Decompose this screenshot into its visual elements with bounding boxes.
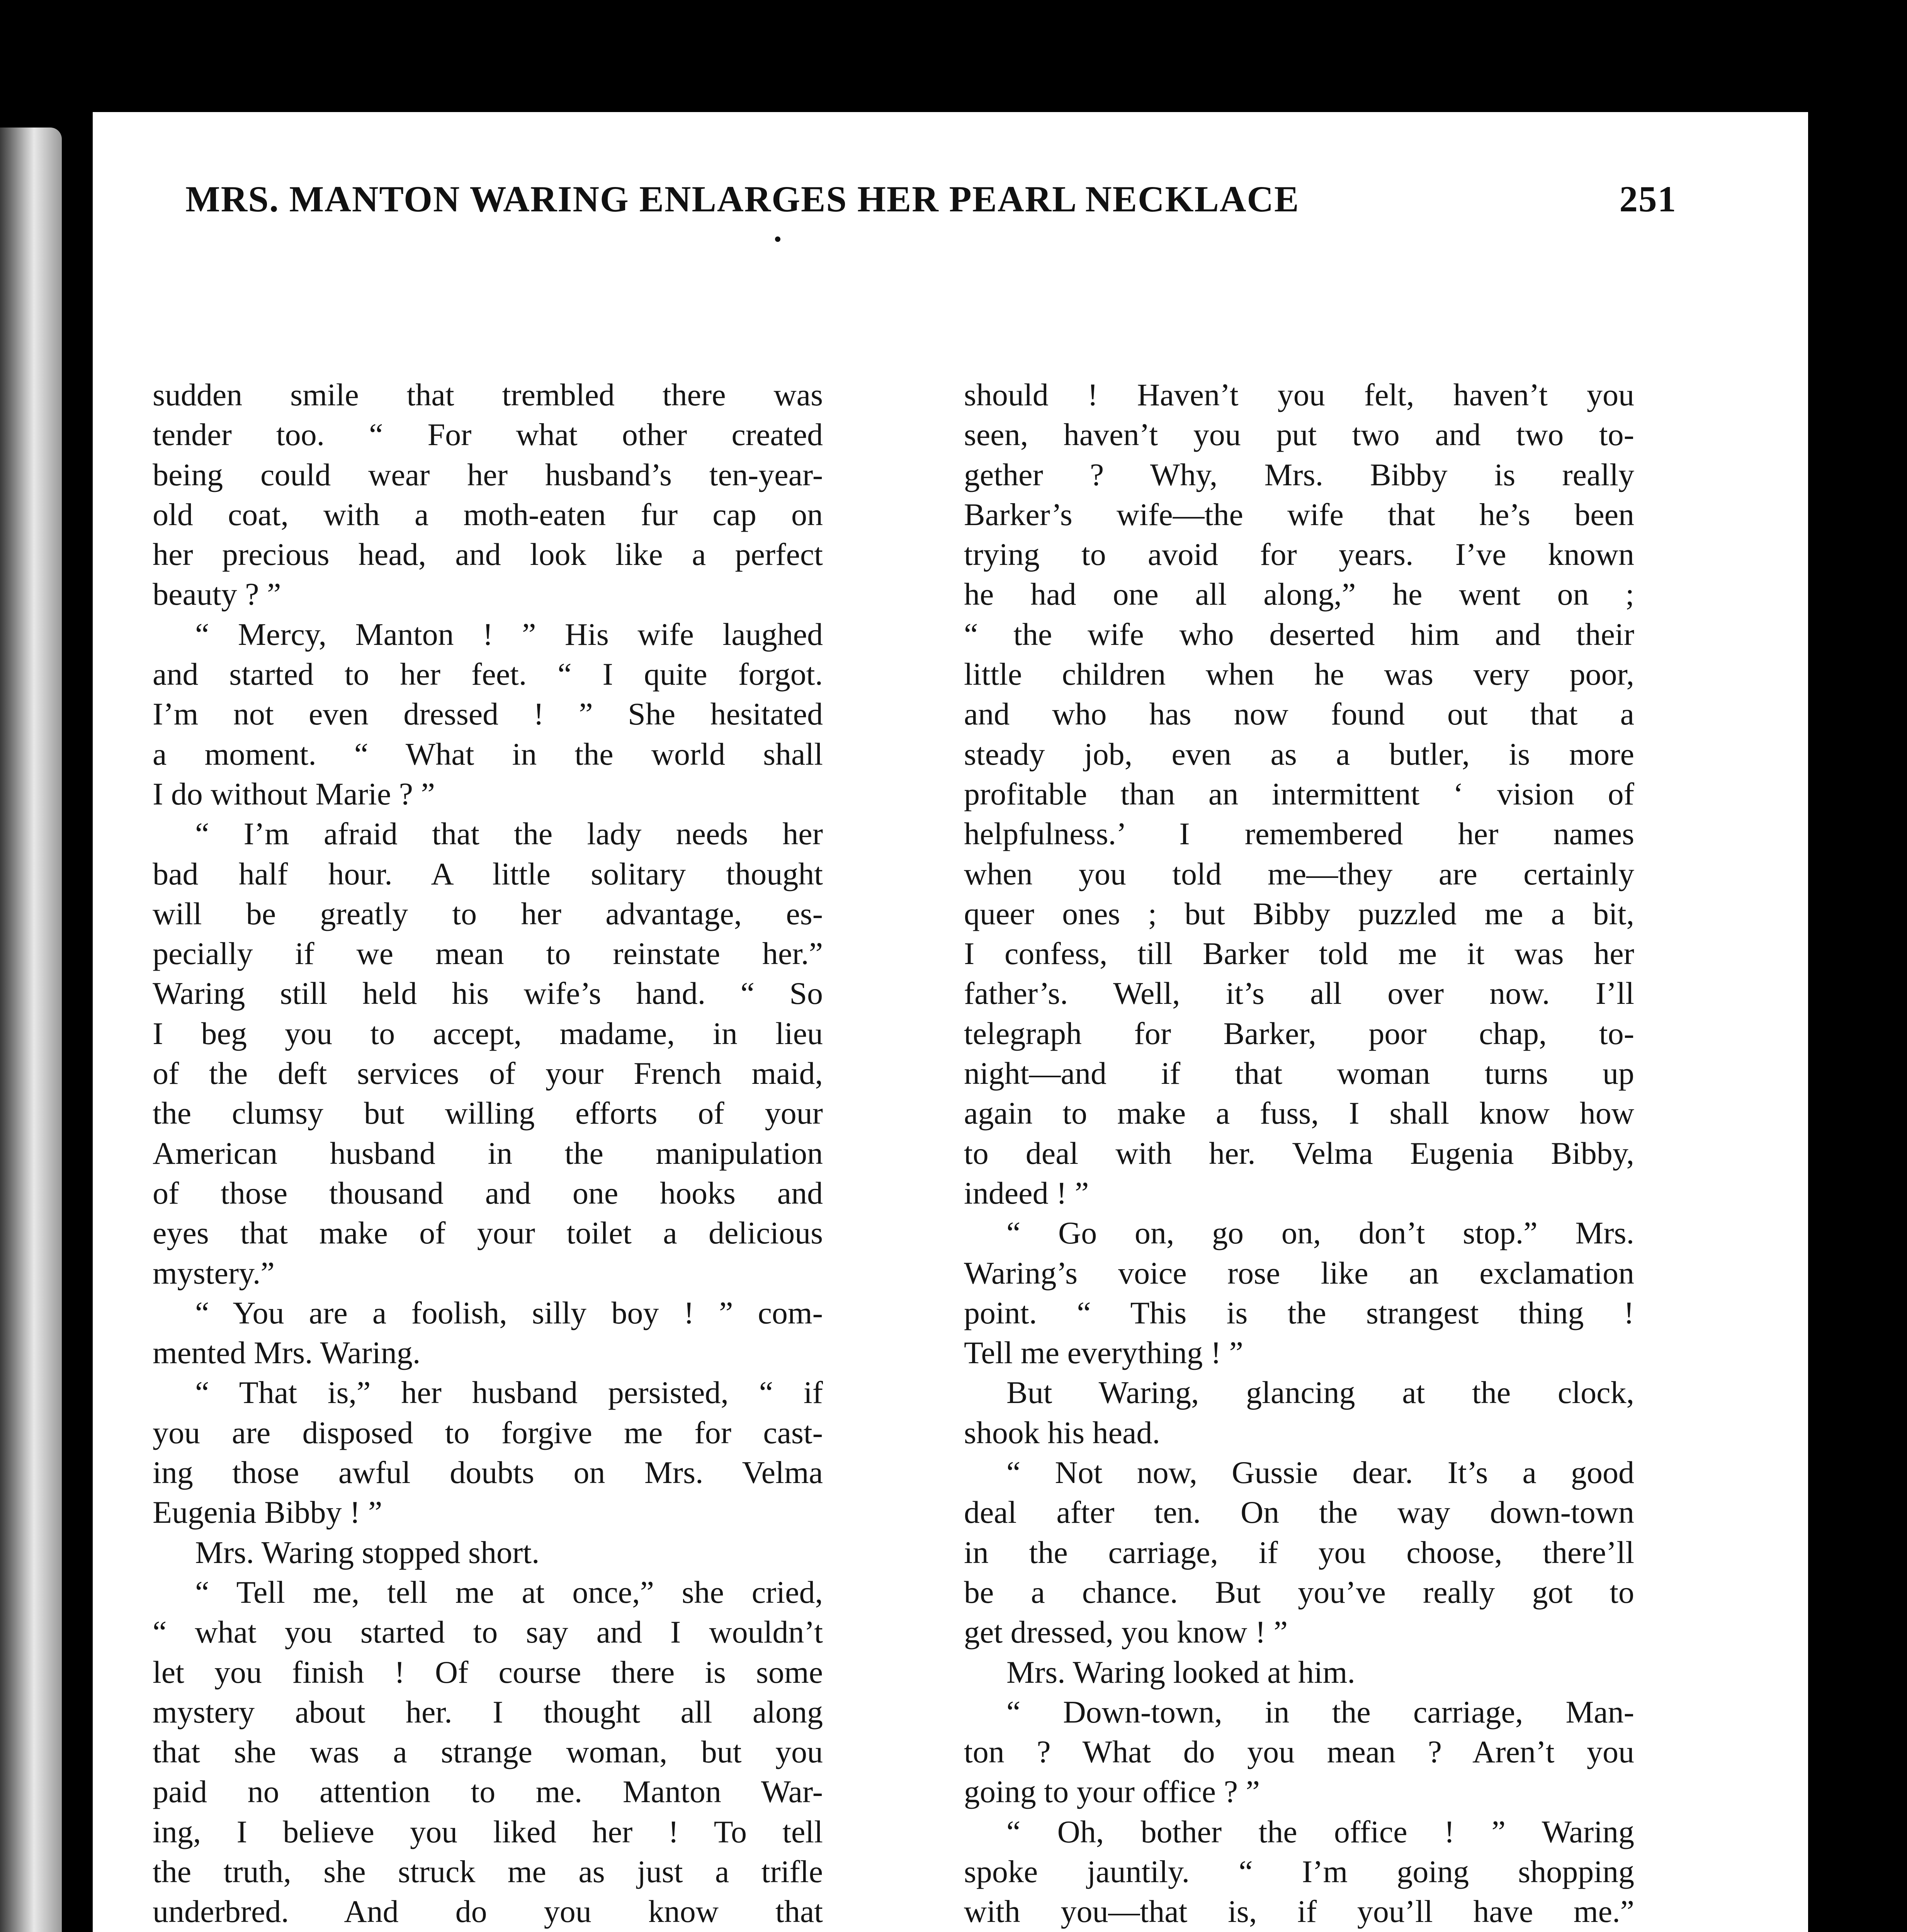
text-line: that she was a strange woman, but you [153,1734,823,1770]
text-line: paid no attention to me. Manton War- [153,1774,823,1810]
text-line: underbred. And do you know that [153,1894,823,1929]
text-line: pecially if we mean to reinstate her.” [153,936,823,971]
text-line: you are disposed to forgive me for cast- [153,1415,823,1450]
text-line: a moment. “ What in the world shall [153,736,823,772]
running-title: MRS. MANTON WARING ENLARGES HER PEARL NECKLACE [185,179,1300,219]
text-line: “ Go on, go on, don’t stop.” Mrs. [1006,1215,1634,1251]
page-number: 251 [1619,179,1677,219]
text-line: in the carriage, if you choose, there’ll [964,1534,1634,1570]
text-line: “ Down-town, in the carriage, Man- [1006,1694,1634,1730]
text-line: the clumsy but willing efforts of your [153,1095,823,1131]
book-spine-edge [0,128,62,1932]
text-line: profitable than an intermittent ‘ vision of [964,776,1634,811]
text-line: of those thousand and one hooks and [153,1175,823,1211]
text-line: “ what you started to say and I wouldn’t [153,1614,823,1650]
speck-mark [775,236,780,242]
running-header [185,178,1677,220]
right-text-column [964,375,1634,1932]
text-line: Eugenia Bibby ! ” [153,1495,382,1530]
text-line: Mrs. Waring looked at him. [1006,1654,1355,1690]
text-line: night—and if that woman turns up [964,1056,1634,1091]
text-line: mystery about her. I thought all along [153,1694,823,1730]
text-line: with you—that is, if you’ll have me.” [964,1894,1634,1929]
text-line: “ Oh, bother the office ! ” Waring [1006,1814,1634,1849]
text-line: queer ones ; but Bibby puzzled me a bit, [964,896,1634,931]
text-line: spoke jauntily. “ I’m going shopping [964,1854,1634,1889]
text-line: mented Mrs. Waring. [153,1335,421,1371]
text-line: I beg you to accept, madame, in lieu [153,1015,823,1051]
text-line: beauty ? ” [153,577,281,612]
text-line: deal after ten. On the way down-town [964,1495,1634,1530]
text-line: old coat, with a moth-eaten fur cap on [153,497,823,532]
text-line: to deal with her. Velma Eugenia Bibby, [964,1135,1634,1171]
left-text-column [153,375,823,1932]
text-line: of the deft services of your French maid, [153,1056,823,1091]
text-line: eyes that make of your toilet a delicious [153,1215,823,1251]
text-line: again to make a fuss, I shall know how [964,1095,1634,1131]
text-line: get dressed, you know ! ” [964,1614,1288,1650]
text-line: Waring still held his wife’s hand. “ So [153,976,823,1011]
text-line: sudden smile that trembled there was [153,377,823,412]
text-line: father’s. Well, it’s all over now. I’ll [964,976,1634,1011]
text-line: trying to avoid for years. I’ve known [964,537,1634,572]
text-line: gether ? Why, Mrs. Bibby is really [964,457,1634,492]
text-line: let you finish ! Of course there is some [153,1654,823,1690]
text-line: and started to her feet. “ I quite forgot. [153,656,823,692]
text-line: going to your office ? ” [964,1774,1260,1810]
text-line: and who has now found out that a [964,696,1634,732]
text-line: little children when he was very poor, [964,656,1634,692]
text-line: telegraph for Barker, poor chap, to- [964,1015,1634,1051]
text-line: American husband in the manipulation [153,1135,823,1171]
text-line: “ Not now, Gussie dear. It’s a good [1006,1455,1634,1490]
gutter-shadow [62,116,93,1932]
text-line: tender too. “ For what other created [153,417,823,452]
text-line: he had one all along,” he went on ; [964,577,1634,612]
text-line: Mrs. Waring stopped short. [195,1534,540,1570]
text-line: will be greatly to her advantage, es- [153,896,823,931]
text-line: ing, I believe you liked her ! To tell [153,1814,823,1849]
text-line: indeed ! ” [964,1175,1089,1211]
text-line: bad half hour. A little solitary thought [153,856,823,891]
text-line: ing those awful doubts on Mrs. Velma [153,1455,823,1490]
text-line: I do without Marie ? ” [153,776,435,811]
text-line: mystery.” [153,1255,275,1291]
text-line: “ the wife who deserted him and their [964,616,1634,652]
text-line: Tell me everything ! ” [964,1335,1243,1371]
text-line: point. “ This is the strangest thing ! [964,1295,1634,1330]
text-line: Barker’s wife—the wife that he’s been [964,497,1634,532]
text-line: helpfulness.’ I remembered her names [964,816,1634,852]
text-line: Waring’s voice rose like an exclamation [964,1255,1634,1291]
text-line: I confess, till Barker told me it was her [964,936,1634,971]
text-line: “ Mercy, Manton ! ” His wife laughed [195,616,823,652]
text-line: “ I’m afraid that the lady needs her [195,816,823,852]
text-line: the truth, she struck me as just a trifle [153,1854,823,1889]
text-line: “ You are a foolish, silly boy ! ” com- [195,1295,823,1330]
text-line: be a chance. But you’ve really got to [964,1574,1634,1610]
text-line: should ! Haven’t you felt, haven’t you [964,377,1634,412]
text-line: “ That is,” her husband persisted, “ if [195,1375,823,1410]
text-line: when you told me—they are certainly [964,856,1634,891]
text-line: I’m not even dressed ! ” She hesitated [153,696,823,732]
text-line: But Waring, glancing at the clock, [1006,1375,1634,1410]
text-line: seen, haven’t you put two and two to- [964,417,1634,452]
text-line: steady job, even as a butler, is more [964,736,1634,772]
text-line: ton ? What do you mean ? Aren’t you [964,1734,1634,1770]
text-line: her precious head, and look like a perfect [153,537,823,572]
text-line: being could wear her husband’s ten-year- [153,457,823,492]
text-line: shook his head. [964,1415,1160,1450]
text-line: “ Tell me, tell me at once,” she cried, [195,1574,823,1610]
